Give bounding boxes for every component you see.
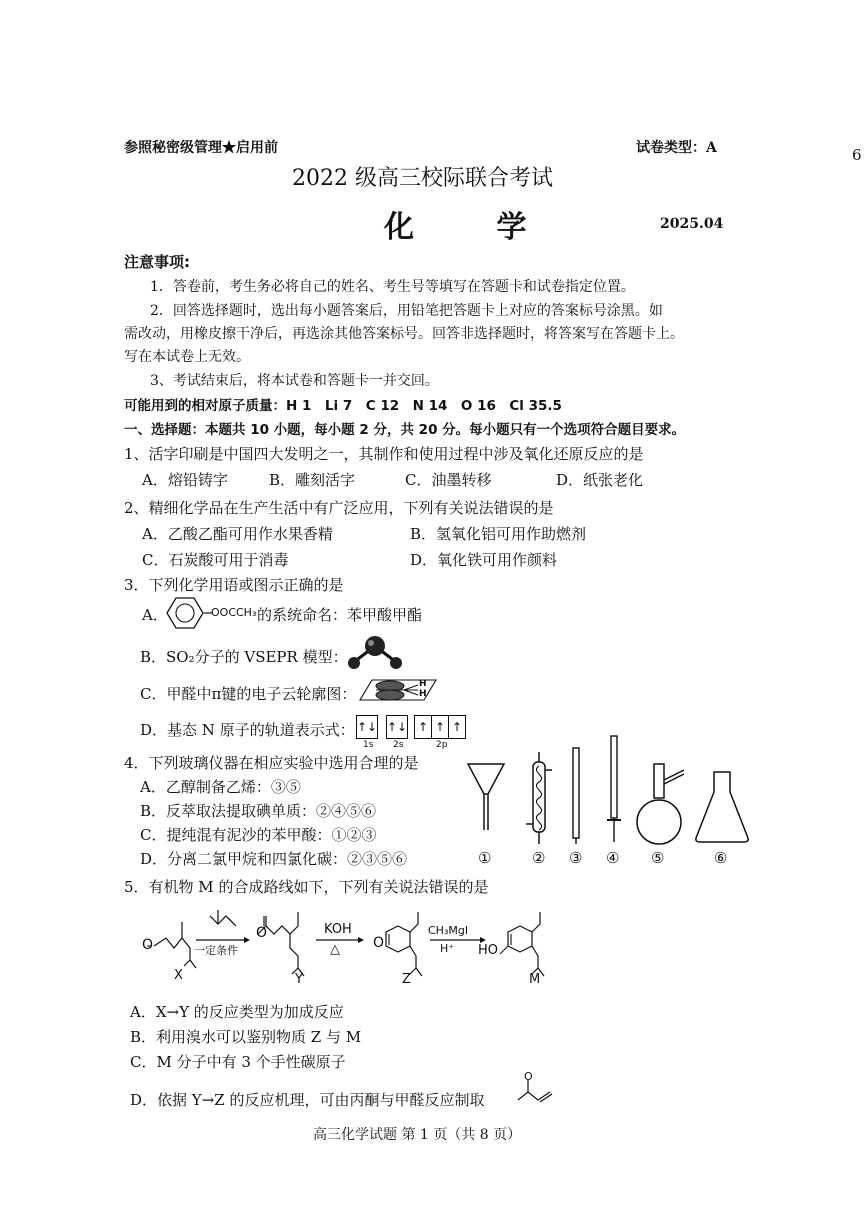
notes-title: 注意事项: (124, 253, 190, 271)
pipette-apparatus-icon (570, 748, 582, 844)
enone-product-o: O (524, 1070, 533, 1083)
orbital-label-1s: 1s (363, 740, 374, 750)
q3-option-c-text: C．甲醛中π键的电子云轮廓图： (140, 685, 357, 703)
apparatus-label-6: ⑥ (714, 849, 728, 867)
orbital-box-2s: ↑↓ (386, 715, 408, 739)
q4-option-a: A．乙醇制备乙烯：③⑤ (140, 778, 301, 796)
q5-option-b: B．利用溴水可以鉴别物质 Z 与 M (130, 1028, 362, 1046)
orbital-box-2p-2: ↑ (431, 715, 449, 739)
q5-option-a: A．X→Y 的反应类型为加成反应 (130, 1003, 344, 1021)
note-2: 2．回答选择题时，选出每小题答案后，用铅笔把答题卡上对应的答案标号涂黑。如 (150, 303, 663, 319)
page-marker: 6 (852, 146, 862, 164)
orbital-box-1s: ↑↓ (356, 715, 378, 739)
apparatus-label-2: ② (532, 849, 546, 867)
q1-option-b: B．雕刻活字 (269, 471, 356, 489)
q5-option-d: D．依据 Y→Z 的反应机理，可由丙酮与甲醛反应制取 (130, 1091, 485, 1109)
compound-label-y: Y (295, 972, 303, 987)
q4-option-d: D．分离二氯甲烷和四氯化碳：②③⑤⑥ (140, 850, 408, 868)
q2-option-a: A．乙酸乙酯可用作水果香精 (142, 525, 333, 543)
q3-option-d-text: D．基态 N 原子的轨道表示式： (140, 721, 355, 739)
q2-option-b: B．氢氧化铝可用作助燃剂 (410, 525, 587, 543)
q1-stem: 1、活字印刷是中国四大发明之一，其制作和使用过程中涉及氧化还原反应的是 (124, 445, 644, 463)
paper-type: 试卷类型：A (636, 140, 717, 156)
orbital-label-2p: 2p (436, 740, 448, 750)
apparatus-label-5: ⑤ (651, 849, 665, 867)
apparatus-label-3: ③ (569, 849, 583, 867)
q3-a-ester-group: OOCCH₃ (211, 606, 257, 619)
page-footer: 高三化学试题 第 1 页（共 8 页） (313, 1127, 522, 1143)
z-carbonyl-o: O (373, 935, 385, 951)
compound-label-m: M (529, 972, 541, 987)
q3-option-a-text: 的系统命名：苯甲酸甲酯 (257, 606, 423, 624)
y-carbonyl-o: O (256, 925, 268, 941)
compound-label-x: X (174, 968, 183, 983)
note-3: 3、考试结束后，将本试卷和答题卡一并交回。 (150, 373, 439, 389)
x-carbonyl-o: O (142, 937, 154, 953)
q4-option-c: C．提纯混有泥沙的苯甲酸：①②③ (140, 826, 377, 844)
condenser-apparatus-icon (524, 752, 554, 844)
funnel-apparatus-icon (466, 762, 506, 832)
q3-option-b-text: B．SO₂分子的 VSEPR 模型： (140, 648, 348, 666)
exam-date: 2025.04 (660, 216, 724, 232)
compound-label-z: Z (402, 972, 411, 987)
q1-option-d: D．纸张老化 (556, 471, 644, 489)
q2-option-d: D．氧化铁可用作颜料 (410, 551, 558, 569)
q1-option-a: A．熔铅铸字 (142, 471, 228, 489)
m-hydroxyl-label: HO (478, 943, 499, 958)
reagent-3-bottom: H⁺ (440, 942, 455, 955)
q3-option-a-prefix: A． (142, 606, 168, 624)
subject-title: 化 学 (384, 210, 563, 245)
note-2-cont: 需改动，用橡皮擦干净后，再选涂其他答案标号。回答非选择题时，将答案写在答题卡上。 (124, 326, 684, 342)
pi-bond-h1-label: H (419, 679, 427, 689)
note-2-end: 写在本试卷上无效。 (124, 349, 250, 365)
reagent-2-bottom: △ (330, 942, 340, 957)
reagent-1-label: 一定条件 (194, 944, 238, 957)
q5-stem: 5．有机物 M 的合成路线如下，下列有关说法错误的是 (124, 878, 489, 896)
q1-option-c: C．油墨转移 (405, 471, 492, 489)
q2-stem: 2、精细化学品在生产生活中有广泛应用，下列有关说法错误的是 (124, 499, 554, 517)
q4-stem: 4．下列玻璃仪器在相应实验中选用合理的是 (124, 754, 419, 772)
apparatus-label-4: ④ (606, 849, 620, 867)
benzene-ring-figure (166, 596, 206, 630)
orbital-box-2p-1: ↑ (414, 715, 432, 739)
q2-option-c: C．石炭酸可用于消毒 (142, 551, 289, 569)
distillation-flask-icon (634, 762, 688, 846)
so2-vsepr-model-icon (340, 634, 410, 674)
note-1: 1．答卷前，考生务必将自己的姓名、考生号等填写在答题卡和试卷指定位置。 (150, 279, 635, 295)
enone-product-figure (516, 1072, 556, 1106)
erlenmeyer-flask-icon (694, 770, 750, 844)
apparatus-label-1: ① (478, 849, 492, 867)
reagent-3-top: CH₃MgI (428, 924, 469, 937)
reagent-2-top: KOH (324, 922, 352, 937)
q4-option-b: B．反萃取法提取碘单质：②④⑤⑥ (140, 802, 377, 820)
section1-header: 一、选择题：本题共 10 小题，每小题 2 分，共 20 分。每小题只有一个选项符合题目要求。 (124, 422, 686, 438)
burette-apparatus-icon (604, 736, 624, 844)
q3-stem: 3．下列化学用语或图示正确的是 (124, 576, 344, 594)
secret-label: 参照秘密级管理★启用前 (124, 140, 278, 156)
q5-option-c: C．M 分子中有 3 个手性碳原子 (130, 1053, 346, 1071)
atomic-masses: 可能用到的相对原子质量：H 1 Li 7 C 12 N 14 O 16 Cl 35.5 (124, 398, 562, 414)
orbital-box-2p-3: ↑ (448, 715, 466, 739)
orbital-label-2s: 2s (393, 740, 404, 750)
pi-bond-h2-label: H (419, 689, 427, 699)
exam-title: 2022 级高三校际联合考试 (292, 166, 553, 191)
